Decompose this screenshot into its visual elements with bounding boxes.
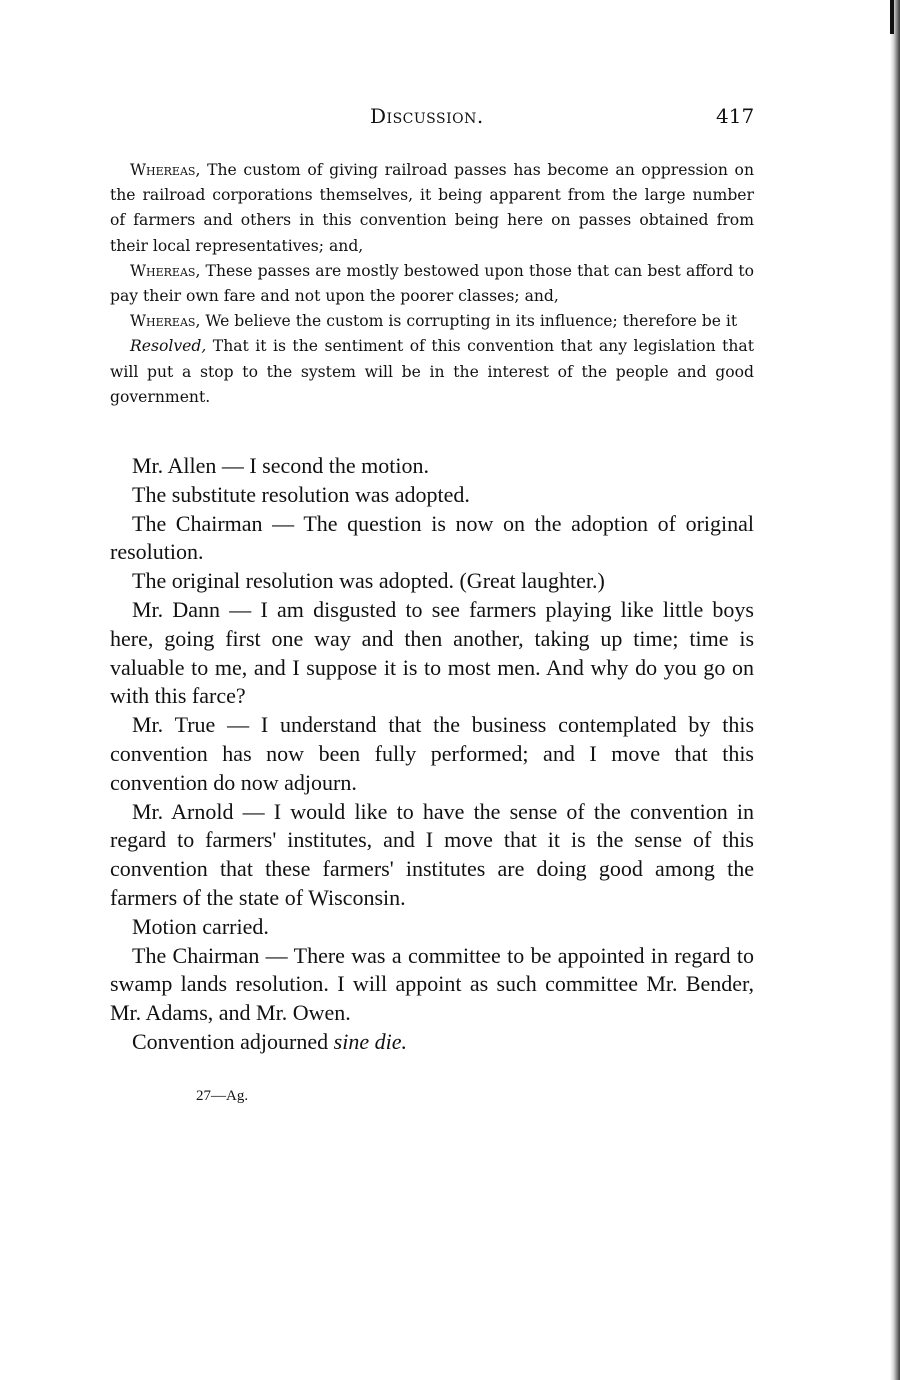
discussion-paragraph: Mr. Allen — I second the motion. <box>132 453 429 478</box>
whereas-label: Whereas, <box>130 261 201 280</box>
discussion-paragraph: Mr. Dann — I am disgusted to see farmers playing like little boys here, going first one way and then another, taking up time; time is valuable to me, and I suppose it is to most men. And why do you go on with this farce? <box>110 596 754 709</box>
discussion-paragraph: The substitute resolution was adopted. <box>132 481 470 507</box>
discussion-paragraph: Mr. Arnold — I would like to have the sense of the convention in regard to farmers' institutes, and I move that it is the sense of this convention that these farmers' institutes are doing good among the farmers of the state of Wisconsin. <box>110 798 754 910</box>
resolved-text: That it is the sentiment of this convention that any legislation that will put a stop to the system will be in the interest of the people and good government. <box>110 337 754 406</box>
resolved-label: Resolved, <box>130 337 207 356</box>
closing-text: Convention adjourned <box>132 1028 334 1054</box>
signature-mark: 27—Ag. <box>196 1088 249 1104</box>
discussion-paragraph: Motion carried. <box>132 913 269 939</box>
running-title: Discussion. <box>370 104 484 128</box>
discussion-paragraph: Mr. True — I understand that the business contemplated by this convention has now been fully performed; and I move that this convention do now adjourn. <box>110 712 754 795</box>
whereas-paragraph-3 <box>110 309 754 334</box>
whereas-text: The custom of giving railroad passes has become an oppression on the railroad corporations themselves, it being apparent from the large number of farmers and others in this convention being here on passes obtained from their local representatives; and, <box>110 161 754 255</box>
page-number: 417 <box>716 104 755 128</box>
running-header <box>0 104 900 134</box>
page-edge-shadow <box>890 0 900 1380</box>
discussion-paragraph: The Chairman — There was a committee to be appointed in regard to swamp lands resolution. I will appoint as such committee Mr. Bender, Mr. Adams, and Mr. Owen. <box>110 942 754 1026</box>
whereas-paragraph-1 <box>110 158 754 259</box>
discussion-block <box>110 452 754 1057</box>
whereas-paragraph-2 <box>110 259 754 309</box>
whereas-label: Whereas, <box>130 312 201 331</box>
discussion-paragraph: The original resolution was adopted. (Great laughter.) <box>132 568 605 594</box>
page-edge-mark <box>890 0 894 34</box>
whereas-text: These passes are mostly bestowed upon those that can best afford to pay their own fare and not upon the poorer classes; and, <box>110 261 754 306</box>
whereas-label: Whereas, <box>130 161 201 179</box>
closing-paragraph <box>110 1028 754 1057</box>
resolution-block <box>110 158 754 410</box>
resolved-paragraph <box>110 334 754 410</box>
discussion-paragraph: The Chairman — The question is now on the adoption of original resolution. <box>110 510 754 565</box>
whereas-text: We believe the custom is corrupting in its influence; therefore be it <box>200 312 738 331</box>
closing-emphasis: sine die. <box>333 1028 407 1054</box>
